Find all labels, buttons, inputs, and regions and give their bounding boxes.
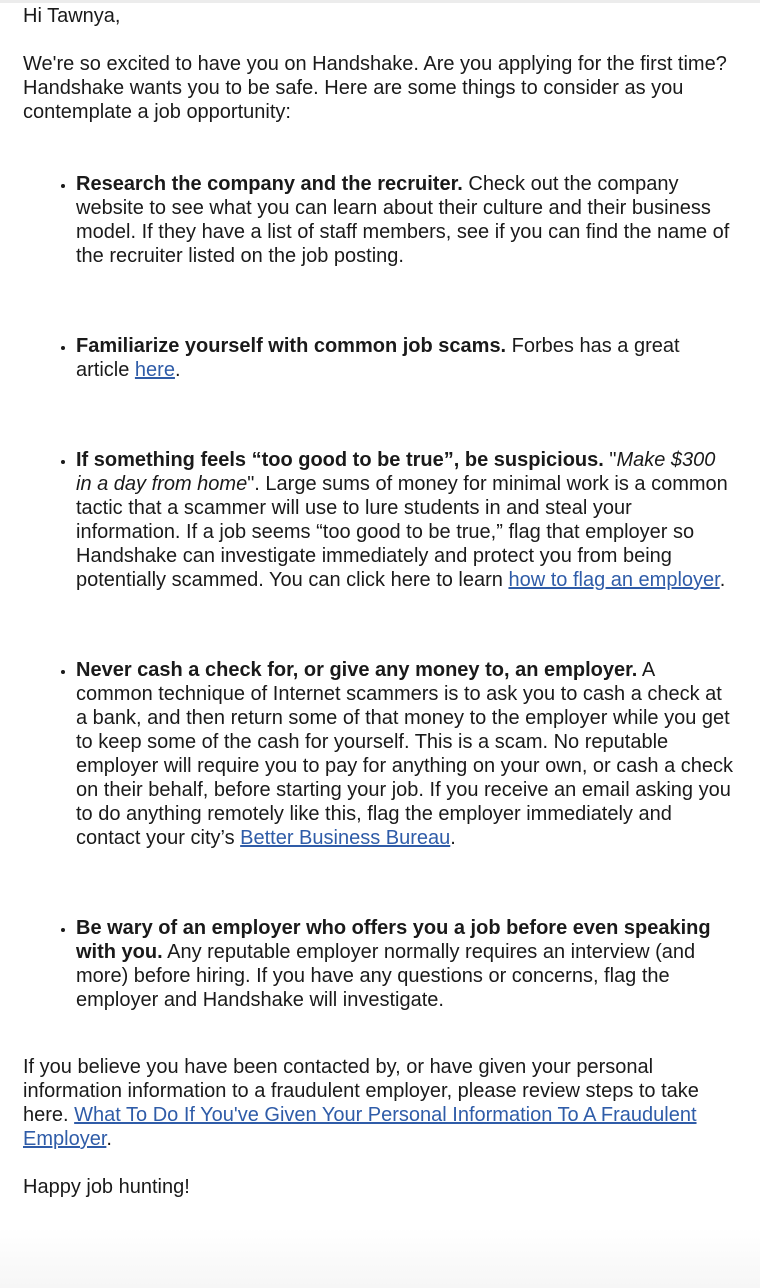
- bottom-fade: [0, 1228, 760, 1288]
- tip-punctuation: .: [719, 569, 726, 591]
- list-item: [76, 172, 733, 268]
- tip-title: Be wary of an employer who offers you a job before even speaking with you.: [76, 917, 711, 963]
- scam-quote: Make $300 in a day from home: [76, 449, 716, 495]
- tip-punctuation: .: [450, 827, 456, 849]
- tip-title: Research the company and the recruiter.: [76, 173, 463, 195]
- tip-text: Any reputable employer normally requires an interview (and more) before hiring. If you have any questions or concerns, flag the employer and Handshake will investigate.: [76, 941, 696, 1011]
- email-body: [23, 4, 733, 1199]
- tip-text: A common technique of Internet scammers is to ask you to cash a check at a bank, and then return some of that money to the employer while you get to keep some of the cash for yourself. This is a scam. No reputable employer will require you to pay for anything on your own, or cash a check on their behalf, before starting your job. If you receive an email asking you to do anything remotely like this, flag the employer immediately and contact your city’s: [76, 659, 734, 849]
- list-item: [76, 334, 733, 382]
- tip-text: Forbes has a great article: [76, 335, 680, 381]
- quote-close: ".: [247, 473, 260, 495]
- tip-title: If something feels “too good to be true”, be suspicious.: [76, 449, 604, 471]
- tip-title: Never cash a check for, or give any money to, an employer.: [76, 659, 638, 681]
- safety-tips-list: [23, 172, 733, 1012]
- intro-paragraph: We're so excited to have you on Handshake. Are you applying for the first time? Handshake wants you to be safe. Here are some things to consider as you contemplate a job opportunity:: [23, 53, 727, 123]
- closing-paragraph: [23, 1055, 733, 1151]
- tip-title: Familiarize yourself with common job scams.: [76, 335, 507, 357]
- flag-employer-link[interactable]: how to flag an employer: [508, 569, 720, 591]
- tip-text: Large sums of money for minimal work is a common tactic that a scammer will use to lure students in and steal your information. If a job seems “too good to be true,” flag that employer so Handshake can investigate immediately and protect you from being potentially scammed. You can click here to learn: [76, 473, 728, 591]
- list-item: [76, 658, 733, 850]
- quote-open: ": [603, 449, 617, 471]
- better-business-bureau-link[interactable]: Better Business Bureau: [240, 827, 451, 849]
- closing-punctuation: .: [106, 1128, 112, 1150]
- fraudulent-employer-steps-link[interactable]: What To Do If You've Given Your Personal Information To A Fraudulent Employer: [23, 1104, 697, 1150]
- forbes-article-link[interactable]: here: [134, 359, 175, 381]
- tip-text: Check out the company website to see what you can learn about their culture and their business model. If they have a list of staff members, see if you can find the name of the recruiter listed on the job posting.: [76, 173, 730, 267]
- list-item: [76, 916, 733, 1012]
- signoff: Happy job hunting!: [23, 1176, 190, 1198]
- list-item: [76, 448, 733, 592]
- tip-punctuation: .: [174, 359, 181, 381]
- closing-text: If you believe you have been contacted by, or have given your personal information information to a fraudulent employer, please review steps to take here.: [23, 1056, 699, 1126]
- top-divider: [0, 0, 760, 3]
- greeting: Hi Tawnya,: [23, 5, 121, 27]
